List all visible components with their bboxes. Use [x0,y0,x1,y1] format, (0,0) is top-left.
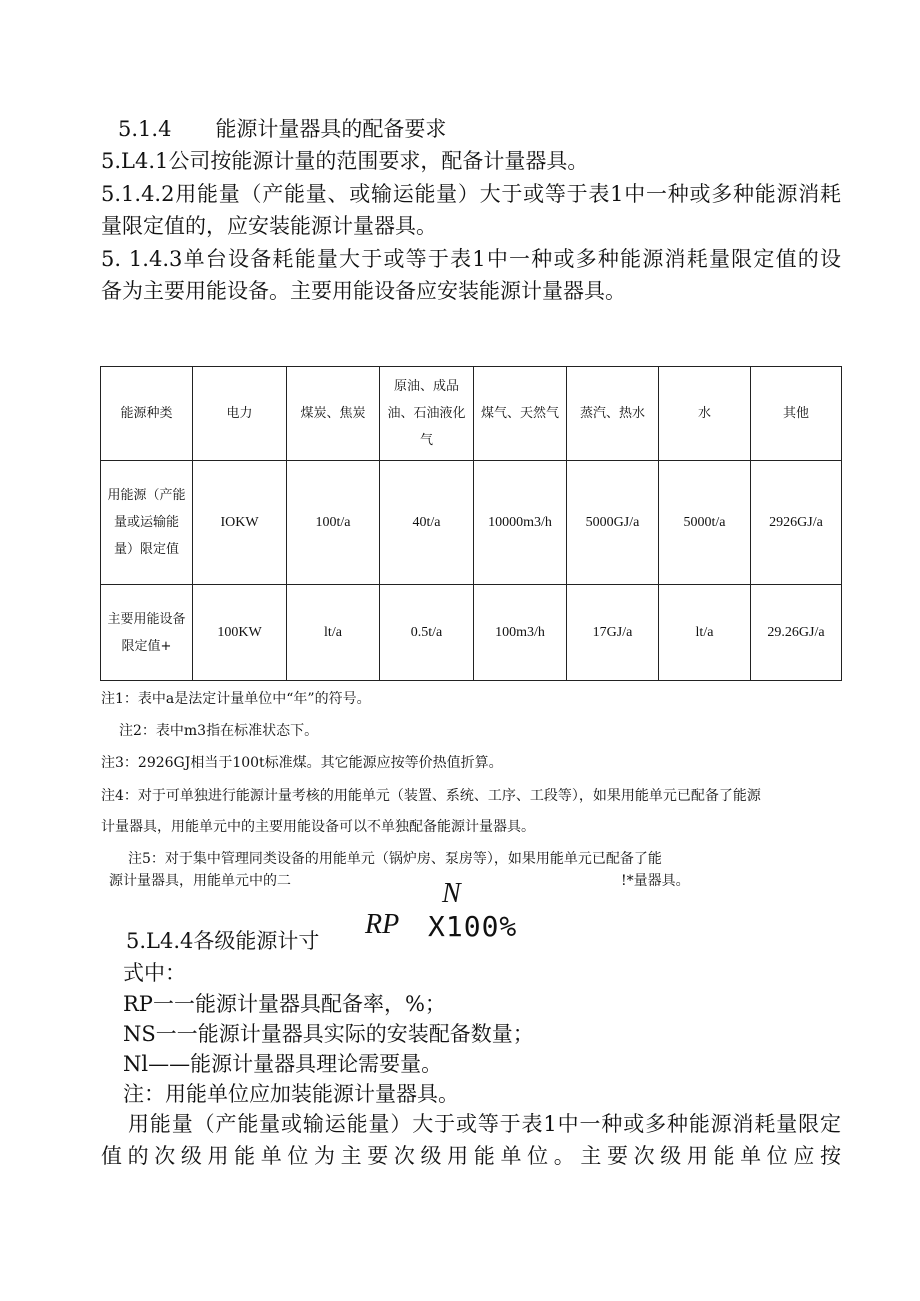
table-note-4-line2: 计量器具，用能单元中的主要用能设备可以不单独配备能源计量器具。 [101,819,535,835]
value-cell: 5000t/a [659,461,751,585]
paragraph-5144: 5.L4.4各级能源计寸 [126,929,320,953]
header-cell: 能源种类 [101,367,193,461]
value-cell: 40t/a [380,461,474,585]
section-title: 能源计量器具的配备要求 [215,117,447,141]
row-label-cell: 主要用能设备限定值+ [101,585,193,681]
value-cell: 10000m3/h [474,461,567,585]
value-cell: lt/a [659,585,751,681]
value-cell: 2926GJ/a [751,461,842,585]
definition-ns: NS一一能源计量器具实际的安装配备数量； [123,1022,534,1046]
value-cell: IOKW [193,461,287,585]
paragraph-secondary-units-line1: 用能量（产能量或输运能量）大于或等于表1中一种或多种能源消耗量限定 [128,1112,841,1136]
value-cell: lt/a [287,585,380,681]
paragraph-5143-line1: 5. 1.4.3单台设备耗能量大于或等于表1中一种或多种能源消耗量限定值的设 [101,247,841,271]
energy-limit-table [100,366,842,681]
header-cell: 其他 [751,367,842,461]
header-cell: 原油、成品油、石油液化气 [380,367,474,461]
formula-where-label: 式中： [123,961,186,985]
formula-lhs: RP [365,909,400,940]
table-row [101,585,842,681]
table-note-2: 注2：表中m3指在标准状态下。 [119,723,319,739]
definition-rp: RP一一能源计量器具配备率，%； [123,992,446,1016]
table-note-5-line1: 注5：对于集中管理同类设备的用能单元（锅炉房、泵房等），如果用能单元已配备了能 [128,851,662,867]
table-note-5-line2-left: 源计量器具，用能单元中的二 [109,873,291,889]
formula-rhs: X100% [428,910,518,943]
paragraph-5141: 5.L4.1公司按能源计量的范围要求，配备计量器具。 [101,149,589,173]
header-cell: 水 [659,367,751,461]
value-cell: 100m3/h [474,585,567,681]
table-header-row [101,367,842,461]
paragraph-5142-line2: 量限定值的，应安装能源计量器具。 [101,214,437,238]
header-cell: 电力 [193,367,287,461]
header-cell: 蒸汽、热水 [567,367,659,461]
table-note-3: 注3：2926GJ相当于100t标准煤。其它能源应按等价热值折算。 [101,755,503,771]
value-cell: 100KW [193,585,287,681]
value-cell: 100t/a [287,461,380,585]
body-note: 注：用能单位应加装能源计量器具。 [123,1082,459,1106]
value-cell: 29.26GJ/a [751,585,842,681]
definition-nl: Nl——能源计量器具理论需要量。 [123,1052,443,1076]
formula-numerator: N [442,878,461,909]
paragraph-5142-line1: 5.1.4.2用能量（产能量、或输运能量）大于或等于表1中一种或多种能源消耗 [101,182,841,206]
table-note-5-line2-right: !*量器具。 [621,873,690,889]
table-row [101,461,842,585]
section-number: 5.1.4 [118,117,172,141]
header-cell: 煤气、天然气 [474,367,567,461]
section-heading [118,114,446,144]
value-cell: 5000GJ/a [567,461,659,585]
row-label-cell: 用能源（产能量或运输能量）限定值 [101,461,193,585]
table-note-4-line1: 注4：对于可单独进行能源计量考核的用能单元（装置、系统、工序、工段等），如果用能单元已配备了能源 [101,788,761,804]
table-note-1: 注1：表中a是法定计量单位中“年”的符号。 [101,691,371,707]
header-cell: 煤炭、焦炭 [287,367,380,461]
value-cell: 17GJ/a [567,585,659,681]
paragraph-secondary-units-line2: 值的次级用能单位为主要次级用能单位。主要次级用能单位应按 [101,1144,841,1168]
value-cell: 0.5t/a [380,585,474,681]
paragraph-5143-line2: 备为主要用能设备。主要用能设备应安装能源计量器具。 [101,279,626,303]
